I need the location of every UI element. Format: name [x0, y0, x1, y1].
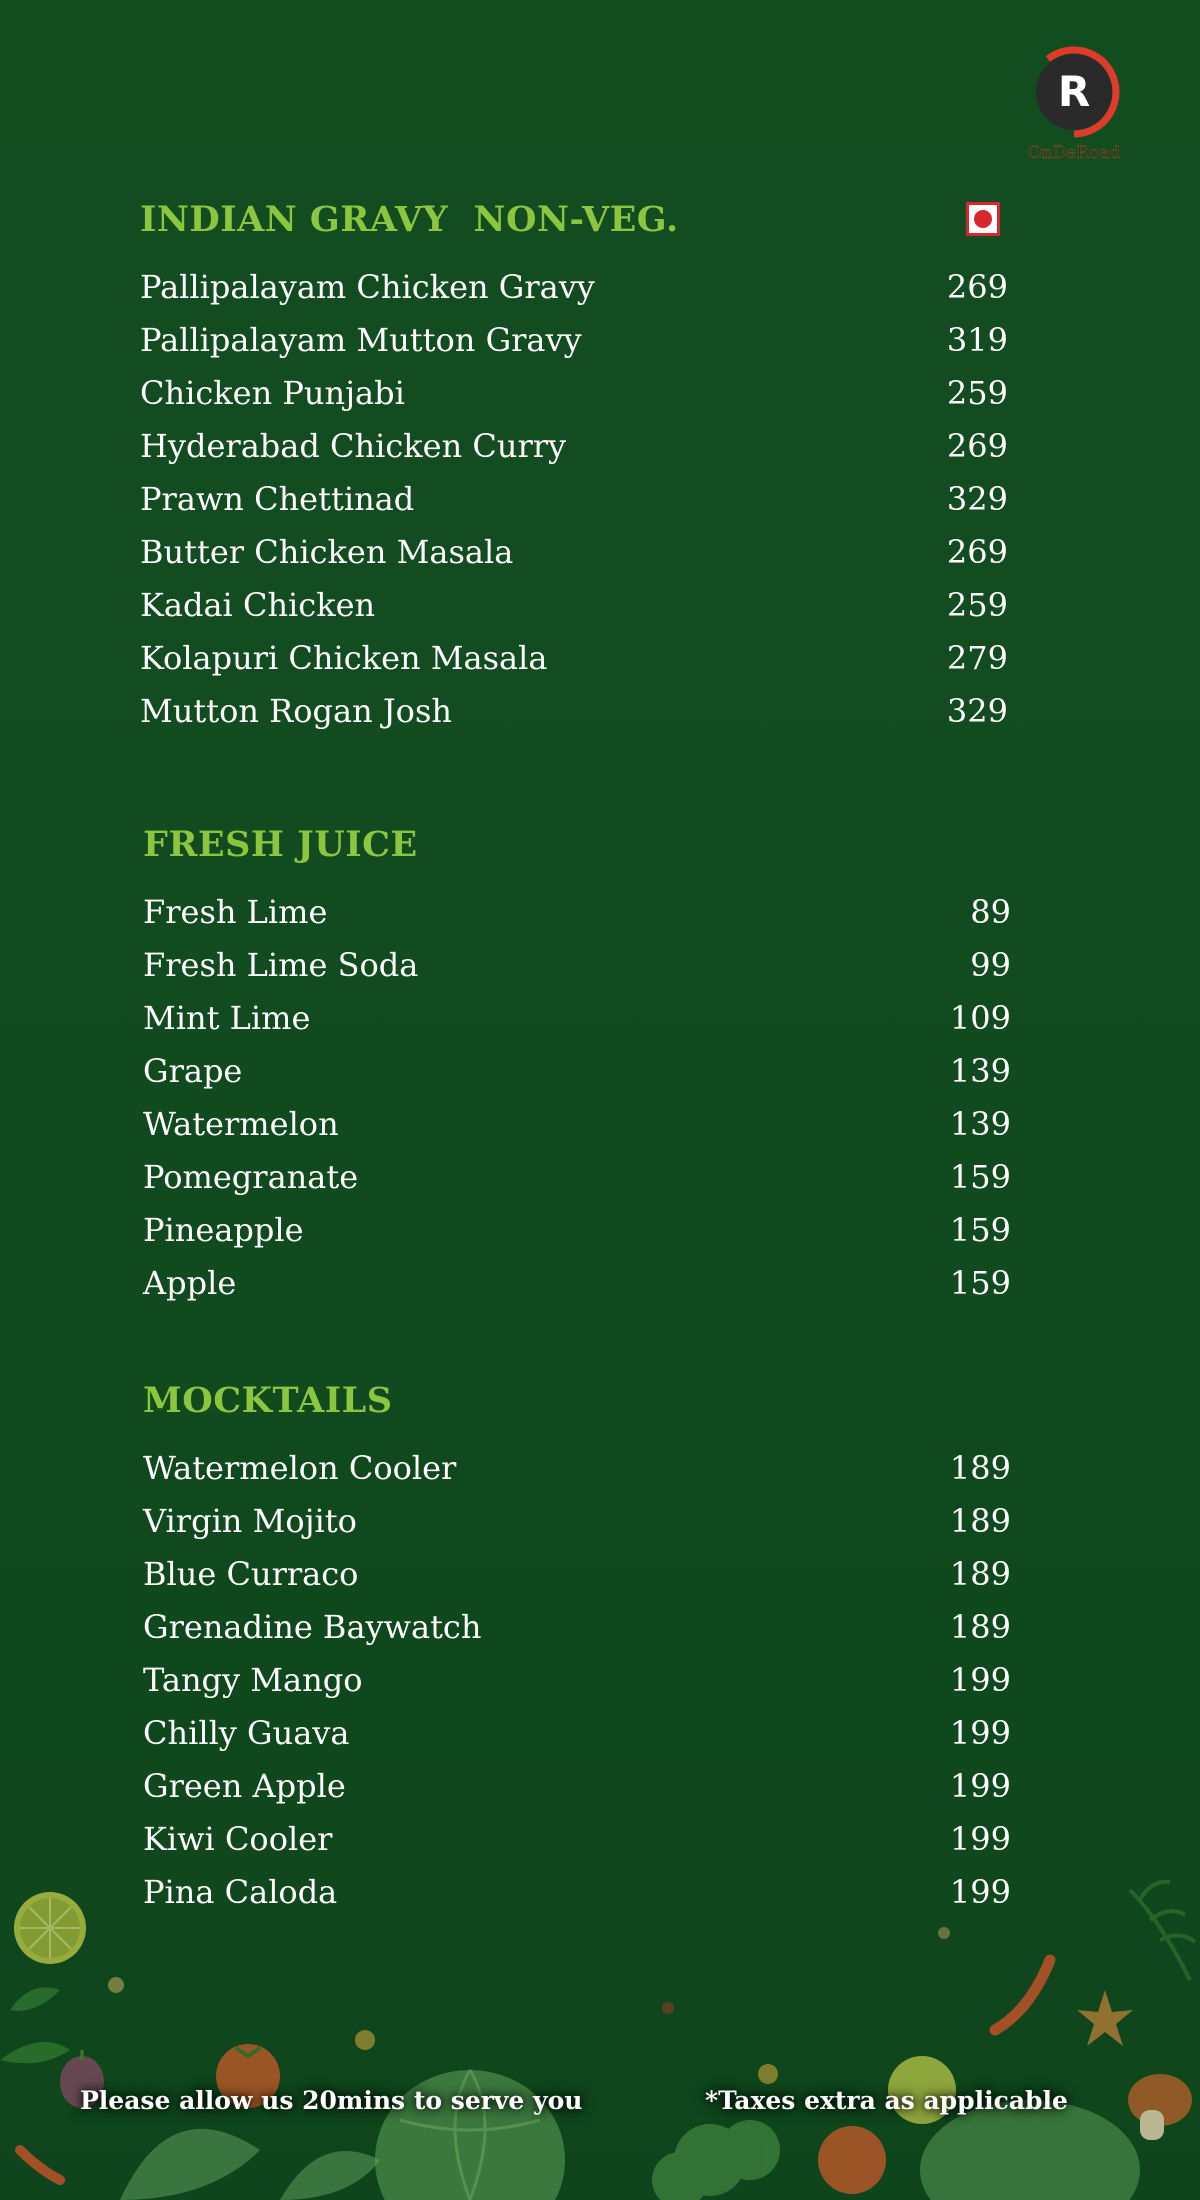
- non-veg-icon: [966, 202, 1000, 236]
- menu-item: [143, 1494, 1011, 1547]
- seed-icon: [938, 1927, 950, 1939]
- item-price: 259: [946, 585, 1008, 624]
- menu-item: [143, 1653, 1011, 1706]
- menu-item: [140, 313, 1008, 366]
- menu-item: [143, 885, 1011, 938]
- item-name: Tangy Mango: [143, 1660, 363, 1699]
- section-indian-gravy-non-veg: [140, 190, 1008, 737]
- mushroom-icon: [1128, 2074, 1192, 2140]
- serving-time-note: Please allow us 20mins to serve you: [80, 2086, 583, 2115]
- brand-logo: [1028, 46, 1124, 176]
- menu-item: [143, 1097, 1011, 1150]
- item-name: Hyderabad Chicken Curry: [140, 426, 567, 465]
- item-price: 259: [946, 373, 1008, 412]
- item-name: Chilly Guava: [143, 1713, 350, 1752]
- item-price: 139: [949, 1104, 1011, 1143]
- item-price: 199: [949, 1872, 1011, 1911]
- broccoli-icon: [652, 2120, 780, 2200]
- item-name: Pineapple: [143, 1210, 304, 1249]
- item-price: 159: [949, 1263, 1011, 1302]
- section-title: INDIAN GRAVY NON-VEG.: [140, 199, 679, 240]
- seed-icon: [355, 2030, 375, 2050]
- section-title: MOCKTAILS: [143, 1380, 393, 1421]
- item-name: Watermelon: [143, 1104, 339, 1143]
- item-name: Pallipalayam Chicken Gravy: [140, 267, 595, 306]
- seed-icon: [108, 1977, 124, 1993]
- taxes-note: *Taxes extra as applicable: [705, 2086, 1068, 2115]
- menu-item: [143, 991, 1011, 1044]
- menu-item: [140, 260, 1008, 313]
- item-name: Pomegranate: [143, 1157, 359, 1196]
- menu-item: [143, 1256, 1011, 1309]
- menu-item: [143, 1600, 1011, 1653]
- menu-item: [143, 1759, 1011, 1812]
- item-price: 109: [949, 998, 1011, 1037]
- item-name: Pina Caloda: [143, 1872, 338, 1911]
- item-price: 99: [970, 945, 1011, 984]
- item-price: 189: [949, 1607, 1011, 1646]
- item-price: 199: [949, 1713, 1011, 1752]
- section-title: FRESH JUICE: [143, 824, 418, 865]
- menu-item: [140, 366, 1008, 419]
- item-price: 159: [949, 1157, 1011, 1196]
- item-name: Prawn Chettinad: [140, 479, 415, 518]
- item-name: Pallipalayam Mutton Gravy: [140, 320, 582, 359]
- menu-item: [140, 525, 1008, 578]
- item-name: Kadai Chicken: [140, 585, 376, 624]
- menu-item: [140, 578, 1008, 631]
- leaf-icon: [120, 2129, 380, 2200]
- item-name: Mint Lime: [143, 998, 311, 1037]
- item-price: 329: [946, 691, 1008, 730]
- item-name: Kolapuri Chicken Masala: [140, 638, 548, 677]
- menu-item: [140, 684, 1008, 737]
- logo-icon: [1028, 46, 1124, 176]
- item-price: 139: [949, 1051, 1011, 1090]
- menu-item: [143, 1150, 1011, 1203]
- tomato-icon: [818, 2126, 886, 2194]
- item-price: 199: [949, 1819, 1011, 1858]
- item-price: 279: [946, 638, 1008, 677]
- section-mocktails: [143, 1371, 1011, 1918]
- menu-list: [140, 260, 1008, 737]
- item-price: 189: [949, 1554, 1011, 1593]
- logo-letter: R: [1057, 67, 1091, 116]
- menu-item: [143, 938, 1011, 991]
- menu-item: [143, 1812, 1011, 1865]
- item-price: 159: [949, 1210, 1011, 1249]
- item-name: Watermelon Cooler: [143, 1448, 457, 1487]
- item-price: 269: [946, 426, 1008, 465]
- star-anise-icon: [1077, 1990, 1133, 2046]
- item-price: 269: [946, 532, 1008, 571]
- item-name: Grape: [143, 1051, 243, 1090]
- item-name: Fresh Lime: [143, 892, 328, 931]
- item-name: Blue Curraco: [143, 1554, 359, 1593]
- menu-item: [140, 419, 1008, 472]
- item-name: Apple: [143, 1263, 237, 1302]
- item-name: Fresh Lime Soda: [143, 945, 419, 984]
- item-name: Kiwi Cooler: [143, 1819, 333, 1858]
- menu-list: [143, 885, 1011, 1309]
- lime-slice-icon: [14, 1892, 86, 1964]
- menu-item: [143, 1203, 1011, 1256]
- item-price: 199: [949, 1766, 1011, 1805]
- item-name: Butter Chicken Masala: [140, 532, 514, 571]
- menu-item: [140, 631, 1008, 684]
- seed-icon: [662, 2002, 674, 2014]
- item-price: 189: [949, 1501, 1011, 1540]
- seed-icon: [758, 2064, 778, 2084]
- item-price: 329: [946, 479, 1008, 518]
- lettuce-icon: [920, 2100, 1140, 2200]
- leaf-icon: [0, 1988, 70, 2064]
- section-fresh-juice: [143, 815, 1011, 1309]
- item-name: Grenadine Baywatch: [143, 1607, 482, 1646]
- vegetable-decoration: [0, 1860, 1200, 2200]
- item-name: Green Apple: [143, 1766, 346, 1805]
- herb-icon: [1130, 1882, 1195, 1980]
- item-name: Virgin Mojito: [143, 1501, 357, 1540]
- menu-item: [140, 472, 1008, 525]
- item-price: 89: [970, 892, 1011, 931]
- item-name: Chicken Punjabi: [140, 373, 405, 412]
- item-price: 269: [946, 267, 1008, 306]
- item-price: 319: [946, 320, 1008, 359]
- menu-item: [143, 1547, 1011, 1600]
- item-name: Mutton Rogan Josh: [140, 691, 452, 730]
- menu-item: [143, 1044, 1011, 1097]
- menu-item: [143, 1441, 1011, 1494]
- item-price: 189: [949, 1448, 1011, 1487]
- item-price: 199: [949, 1660, 1011, 1699]
- menu-item: [143, 1706, 1011, 1759]
- menu-list: [143, 1441, 1011, 1918]
- logo-wordmark: OnDeRoad: [1028, 143, 1121, 163]
